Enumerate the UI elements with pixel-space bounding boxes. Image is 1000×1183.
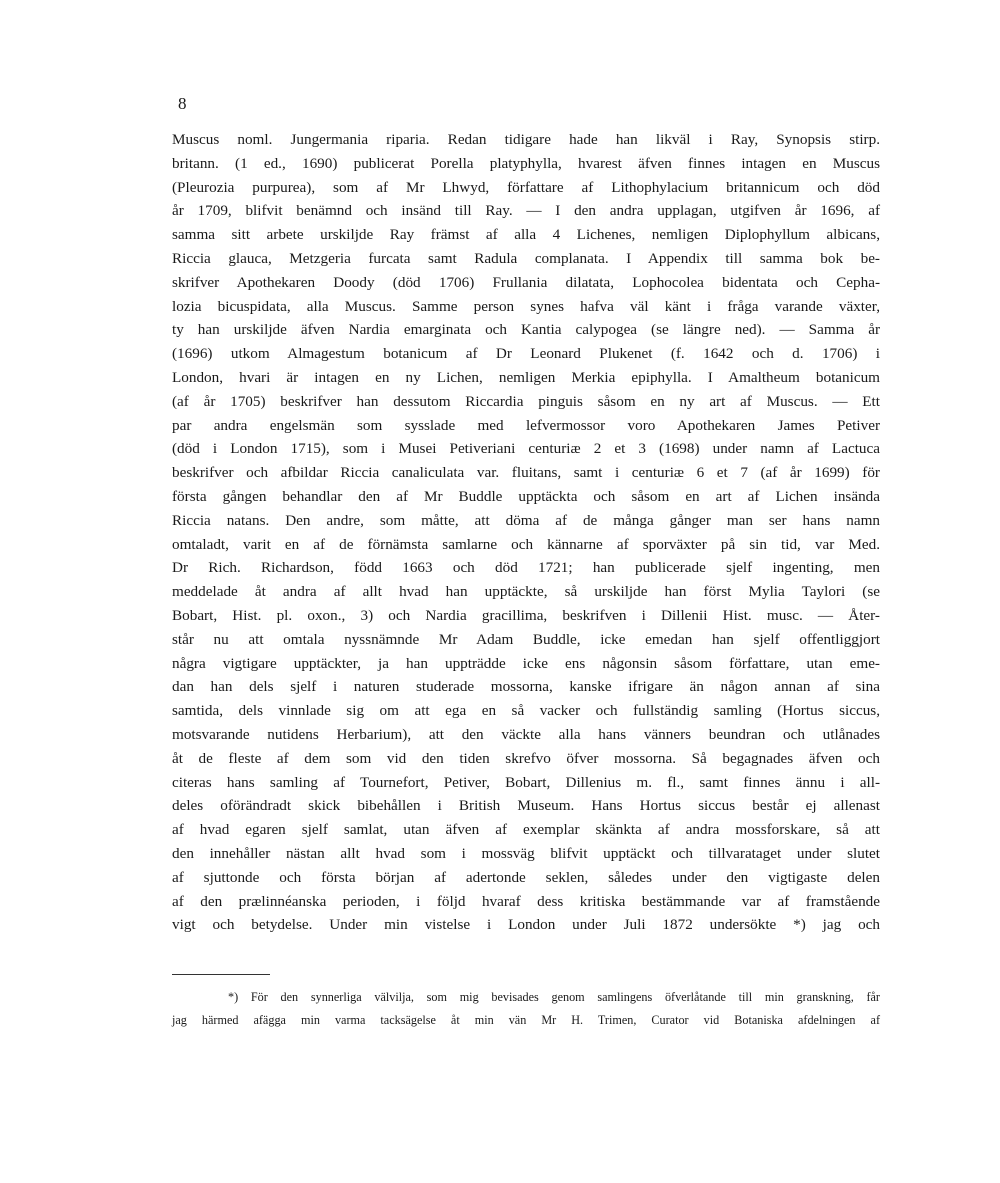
footnote-line: *) För den synnerliga välvilja, som mig bevisades genom samlingens öfverlåtande till min granskning, får — [228, 990, 880, 1004]
text-line: Muscus noml. Jungermania riparia. Redan tidigare hade han likväl i Ray, Synopsis stirp. — [172, 131, 880, 148]
body-text — [172, 128, 880, 937]
page-number: 8 — [178, 94, 187, 113]
text-line: (1696) utkom Almagestum botanicum af Dr Leonard Plukenet (f. 1642 och d. 1706) i — [172, 345, 880, 363]
text-line: den innehåller nästan allt hvad som i mossväg blifvit upptäckt och tillvarataget under slutet — [172, 844, 880, 862]
footnote — [172, 986, 880, 1032]
text-line: meddelade åt andra af allt hvad han upptäckte, så urskiljde han först Mylia Taylori (se — [172, 583, 880, 601]
text-line: Bobart, Hist. pl. oxon., 3) och Nardia gracillima, beskrifven i Dillenii Hist. musc. — Åter- — [172, 606, 880, 624]
text-line: deles oförändradt skick bibehållen i British Museum. Hans Hortus siccus består ej allenast — [172, 797, 880, 815]
text-line: af sjuttonde och första början af adertonde seklen, således under den vigtigaste delen — [172, 868, 880, 886]
text-line: år 1709, blifvit benämnd och insänd till Ray. — I den andra upplagan, utgifven år 1696, af — [172, 202, 880, 220]
text-line: åt de fleste af dem som vid den tiden skrefvo öfver mossorna. Så begagnades äfven och — [172, 749, 880, 767]
text-line: af hvad egaren sjelf samlat, utan äfven af exemplar skänkta af andra mossforskare, så att — [172, 821, 880, 839]
text-line: motsvarande nutidens Herbarium), att den väckte alla hans vänners beundran och utlånades — [172, 725, 880, 743]
text-line: vigt och betydelse. Under min vistelse i London under Juli 1872 undersökte *) jag och — [172, 916, 880, 934]
text-line: skrifver Apothekaren Doody (död 1706) Frullania dilatata, Lophocolea bidentata och Cepha- — [172, 273, 880, 291]
text-line: står nu att omtala nyssnämnde Mr Adam Buddle, icke emedan han sjelf offentliggjort — [172, 630, 880, 648]
text-line: samtida, dels vinnlade sig om att ega en så vacker och fullständig samling (Hortus siccus, — [172, 702, 880, 720]
text-line: samma sitt arbete urskiljde Ray främst af alla 4 Lichenes, nemligen Diplophyllum albicans, — [172, 226, 880, 244]
text-line: citeras hans samling af Tournefort, Petiver, Bobart, Dillenius m. fl., samt finnes ännu i all- — [172, 773, 880, 791]
text-line: af den prælinnéanska perioden, i följd hvaraf dess kritiska bestämmande var af framstående — [172, 892, 880, 910]
text-line: beskrifver och afbildar Riccia canaliculata var. fluitans, samt i centuriæ 6 et 7 (af år 1699) för — [172, 464, 880, 482]
text-line: ty han urskiljde äfven Nardia emarginata och Kantia calypogea (se längre ned). — Samma år — [172, 321, 880, 339]
text-line: London, hvari är intagen en ny Lichen, nemligen Merkia epiphylla. I Amaltheum botanicum — [172, 368, 880, 386]
footnote-line: jag härmed afägga min varma tacksägelse åt min vän Mr H. Trimen, Curator vid Botaniska afdelningen af — [172, 1013, 880, 1027]
text-line: omtaladt, varit en af de förnämsta samlarne och kännarne af sporväxter på sin tid, var Med. — [172, 535, 880, 553]
text-line: (död i London 1715), som i Musei Petiveriani centuriæ 2 et 3 (1698) under namn af Lactuca — [172, 440, 880, 458]
footnote-divider — [172, 974, 270, 975]
text-line: britann. (1 ed., 1690) publicerat Porella platyphylla, hvarest äfven finnes intagen en Muscus — [172, 154, 880, 172]
text-line: lozia bicuspidata, alla Muscus. Samme person synes hafva väl känt i fråga varande växter, — [172, 297, 880, 315]
text-line: par andra engelsmän som sysslade med lefvermossor voro Apothekaren James Petiver — [172, 416, 880, 434]
text-line: Riccia glauca, Metzgeria furcata samt Radula complanata. I Appendix till samma bok be- — [172, 249, 880, 267]
text-line: Riccia natans. Den andre, som måtte, att döma af de många gånger man ser hans namn — [172, 511, 880, 529]
text-line: Dr Rich. Richardson, född 1663 och död 1721; han publicerade sjelf ingenting, men — [172, 559, 880, 577]
text-line: dan han dels sjelf i naturen studerade mossorna, kanske ifrigare än någon annan af sina — [172, 678, 880, 696]
text-line: första gången behandlar den af Mr Buddle upptäckta och såsom en art af Lichen insända — [172, 487, 880, 505]
text-line: (Pleurozia purpurea), som af Mr Lhwyd, författare af Lithophylacium britannicum och död — [172, 178, 880, 196]
text-line: (af år 1705) beskrifver han dessutom Riccardia pinguis såsom en ny art af Muscus. — Ett — [172, 392, 880, 410]
text-line: några vigtigare upptäckter, ja han uppträdde icke ens någonsin såsom författare, utan eme- — [172, 654, 880, 672]
